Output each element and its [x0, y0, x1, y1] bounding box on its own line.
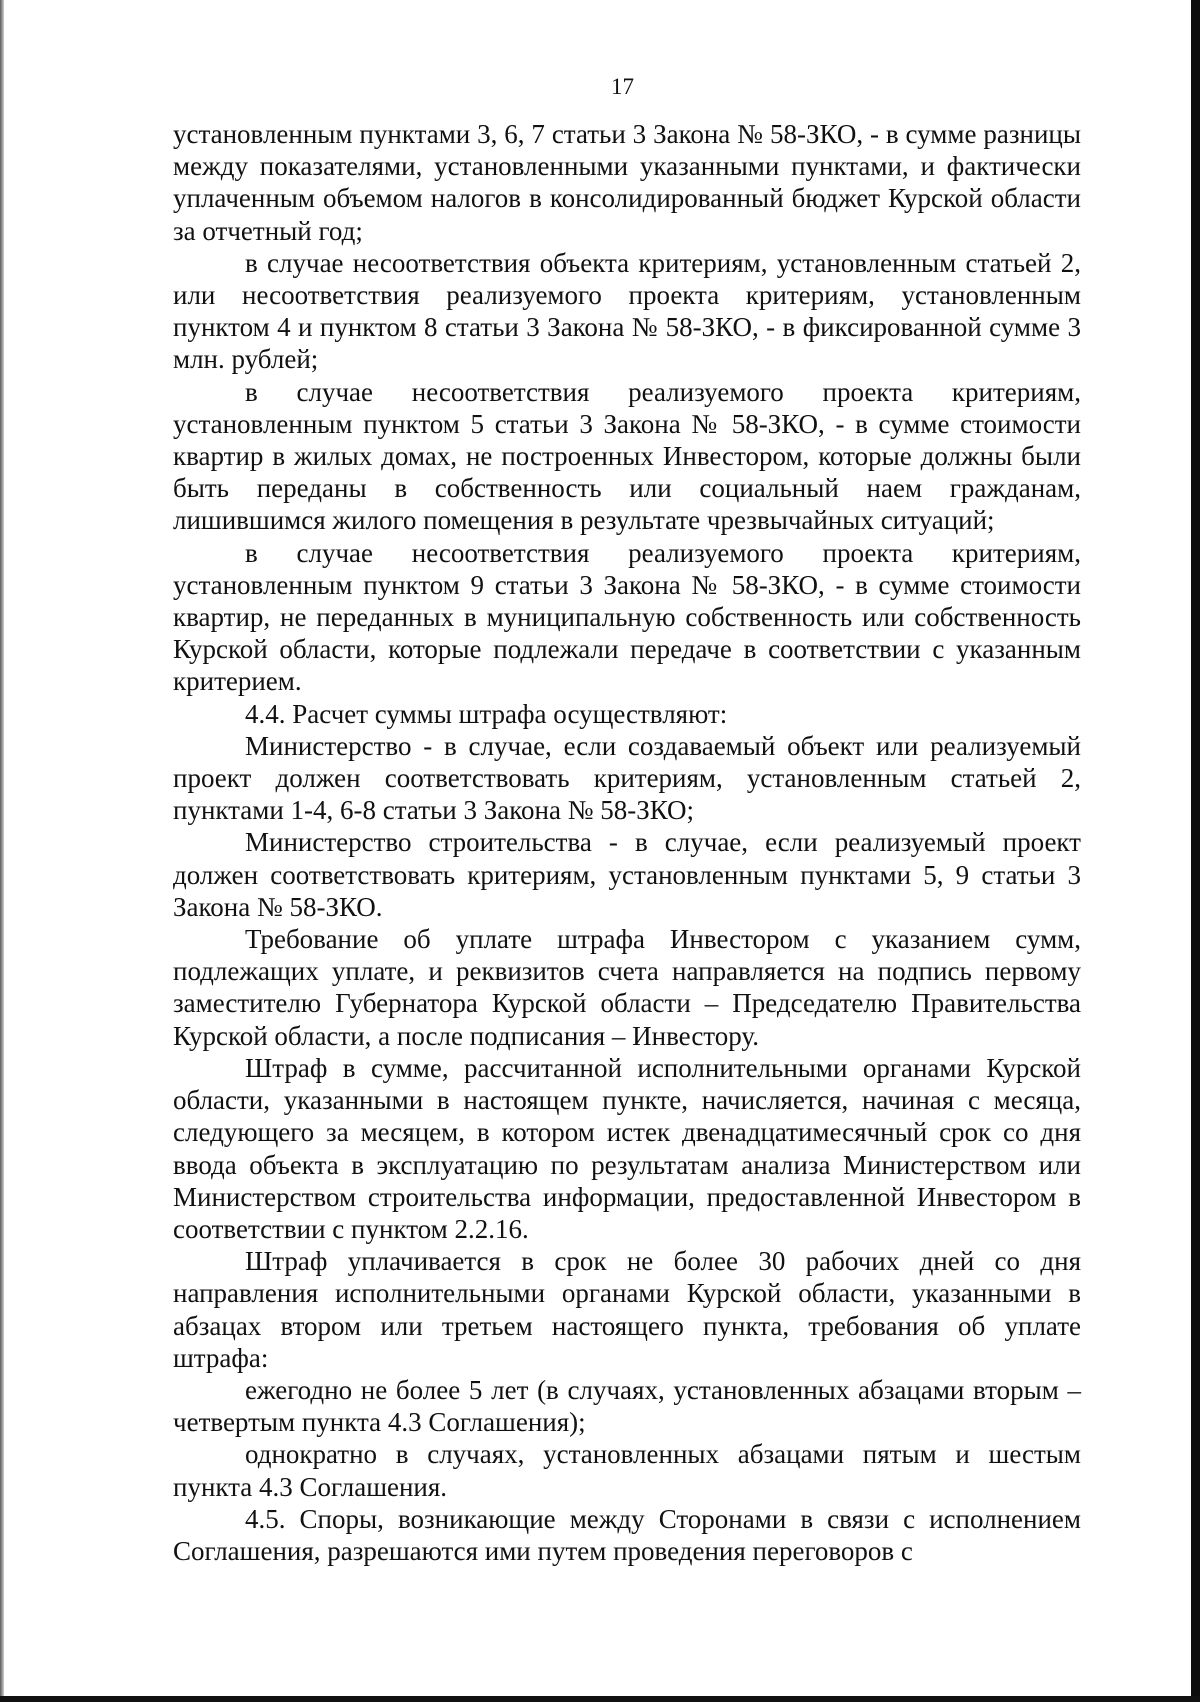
section-heading-4-5: 4.5. Споры, возникающие между Сторонами в связи с исполнением Соглашения, разрешаются ими путем проведения переговоров с	[173, 1503, 1081, 1566]
paragraph: Штраф в сумме, рассчитанной исполнительными органами Курской области, указанными в настоящем пункте, начисляется, начиная с месяца, следующего за месяцем, в котором истек двенадцатимесячный срок со дня ввода объекта в эксплуатацию по результатам анализа Министерством или Министерством строительства информации, предоставленной Инвестором в соответствии с пунктом 2.2.16.	[173, 1052, 1081, 1244]
paragraph: в случае несоответствия реализуемого проекта критериям, установленным пунктом 5 статьи 3 Закона № 58-ЗКО, - в сумме стоимости квартир в жилых домах, не построенных Инвестором, которые должны были быть переданы в собственность или социальный наем гражданам, лишившимся жилого помещения в результате чрезвычайных ситуаций;	[173, 376, 1081, 536]
paragraph-continuation: установленным пунктами 3, 6, 7 статьи 3 Закона № 58-ЗКО, - в сумме разницы между показателями, установленными указанными пунктами, и фактически уплаченным объемом налогов в консолидированный бюджет Курской области за отчетный год;	[173, 119, 1081, 246]
scan-edge-right	[1191, 0, 1200, 1702]
page-number: 17	[611, 74, 634, 99]
paragraph: ежегодно не более 5 лет (в случаях, установленных абзацами вторым – четвертым пункта 4.3 Соглашения);	[173, 1374, 1081, 1438]
paragraph: Министерство - в случае, если создаваемый объект или реализуемый проект должен соответствовать критериям, установленным статьей 2, пунктами 1-4, 6-8 статьи 3 Закона № 58-ЗКО;	[173, 730, 1081, 826]
paragraph: однократно в случаях, установленных абзацами пятым и шестым пункта 4.3 Соглашения.	[173, 1439, 1081, 1502]
paragraph: Министерство строительства - в случае, если реализуемый проект должен соответствовать критериям, установленным пунктами 5, 9 статьи 3 Закона № 58-ЗКО.	[173, 827, 1081, 922]
document-body	[173, 118, 1081, 1567]
paragraph: Требование об уплате штрафа Инвестором с указанием сумм, подлежащих уплате, и реквизитов счета направляется на подпись первому заместителю Губернатора Курской области – Председателю Правительства Курской области, а после подписания – Инвестору.	[173, 924, 1081, 1051]
scan-edge-left	[0, 0, 4, 1702]
section-heading-4-4: 4.4. Расчет суммы штрафа осуществляют:	[245, 698, 728, 729]
paragraph: Штраф уплачивается в срок не более 30 рабочих дней со дня направления исполнительными органами Курской области, указанными в абзацах втором или третьем настоящего пункта, требования об уплате штрафа:	[173, 1246, 1081, 1373]
scan-edge-bottom	[0, 1696, 1200, 1702]
paragraph: в случае несоответствия объекта критериям, установленным статьей 2, или несоответствия реализуемого проекта критериям, установленным пунктом 4 и пунктом 8 статьи 3 Закона № 58-ЗКО, - в фиксированной сумме 3 млн. рублей;	[173, 247, 1081, 375]
paragraph: в случае несоответствия реализуемого проекта критериям, установленным пунктом 9 статьи 3 Закона № 58-ЗКО, - в сумме стоимости квартир, не переданных в муниципальную собственность или собственность Курской области, которые подлежали передаче в соответствии с указанным критерием.	[173, 537, 1081, 697]
